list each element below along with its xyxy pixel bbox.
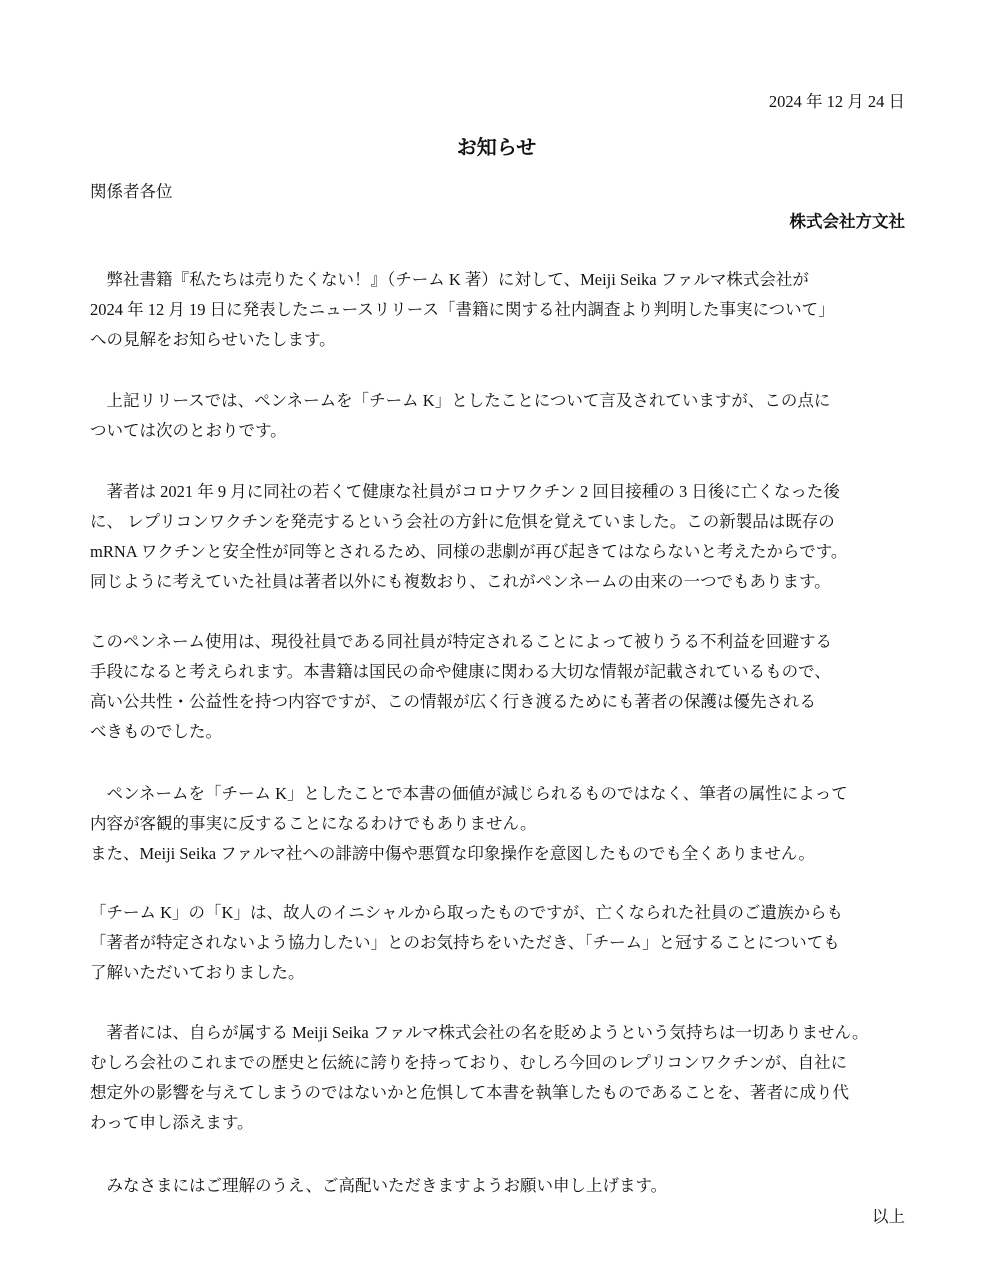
text-line: 同じように考えていた社員は著者以外にも複数おり、これがペンネームの由来の一つでもあります。 [90,572,831,591]
paragraph-5 [90,779,920,869]
text-line: また、Meiji Seika ファルマ社への誹謗中傷や悪質な印象操作を意図したものでも全くありません。 [90,844,815,863]
text-line: ペンネームを「チーム K」としたことで本書の価値が減じられるものではなく、筆者の属性によって [90,784,848,803]
text-line: 了解いただいておりました。 [90,963,305,982]
paragraph-6 [90,898,920,988]
text-line: わって申し添えます。 [90,1113,254,1132]
paragraph-1 [90,265,920,355]
sender: 株式会社方文社 [789,212,905,231]
text-line: 手段になると考えられます。本書籍は国民の命や健康に関わる大切な情報が記載されているもので、 [90,662,831,681]
paragraph-8 [90,1171,920,1201]
text-line: べきものでした。 [90,722,222,741]
closing: 以上 [872,1207,905,1226]
text-line: への見解をお知らせいたします。 [90,330,336,349]
document-title: お知らせ [456,137,537,159]
paragraph-2 [90,386,920,446]
text-line: 内容が客観的事実に反することになるわけでもありません。 [90,814,537,833]
text-line: 想定外の影響を与えてしまうのではないかと危惧して本書を執筆したものであることを、著者に成り代 [90,1083,849,1102]
text-line: 著者には、自らが属する Meiji Seika ファルマ株式会社の名を貶めようという気持ちは一切ありません。 [90,1023,869,1042]
text-line: 2024 年 12 月 19 日に発表したニュースリリース「書籍に関する社内調査より判明した事実について」 [90,300,835,319]
paragraph-4 [90,627,920,747]
text-line: に、 レプリコンワクチンを発売するという会社の方針に危惧を覚えていました。この新製品は既存の [90,512,835,531]
text-line: 上記リリースでは、ペンネームを「チーム K」としたことについて言及されていますが、この点に [90,391,831,410]
text-line: むしろ会社のこれまでの歴史と伝統に誇りを持っており、むしろ今回のレプリコンワクチンが、自社に [90,1053,848,1072]
text-line: mRNA ワクチンと安全性が同等とされるため、同様の悲劇が再び起きてはならないと考えたからです。 [90,542,848,561]
document-date: 2024 年 12 月 24 日 [768,92,905,111]
addressee: 関係者各位 [90,182,173,201]
text-line: 「チーム K」の「K」は、故人のイニシャルから取ったものですが、亡くなられた社員のご遺族からも [90,903,843,922]
paragraph-7 [90,1018,920,1138]
text-line: ついては次のとおりです。 [90,421,287,440]
text-line: このペンネーム使用は、現役社員である同社員が特定されることによって被りうる不利益を回避する [90,632,833,651]
paragraph-3 [90,477,920,597]
text-line: 著者は 2021 年 9 月に同社の若くて健康な社員がコロナワクチン 2 回目接種の 3 日後に亡くなった後 [90,482,840,501]
text-line: 「著者が特定されないよう協力したい」とのお気持ちをいただき、「チーム」と冠することについても [90,933,840,952]
text-line: 高い公共性・公益性を持つ内容ですが、この情報が広く行き渡るためにも著者の保護は優先される [90,692,816,711]
text-line: 弊社書籍『私たちは売りたくない！』（チーム K 著）に対して、Meiji Seika ファルマ株式会社が [90,270,809,289]
text-line: みなさまにはご理解のうえ、ご高配いただきますようお願い申し上げます。 [90,1176,668,1195]
